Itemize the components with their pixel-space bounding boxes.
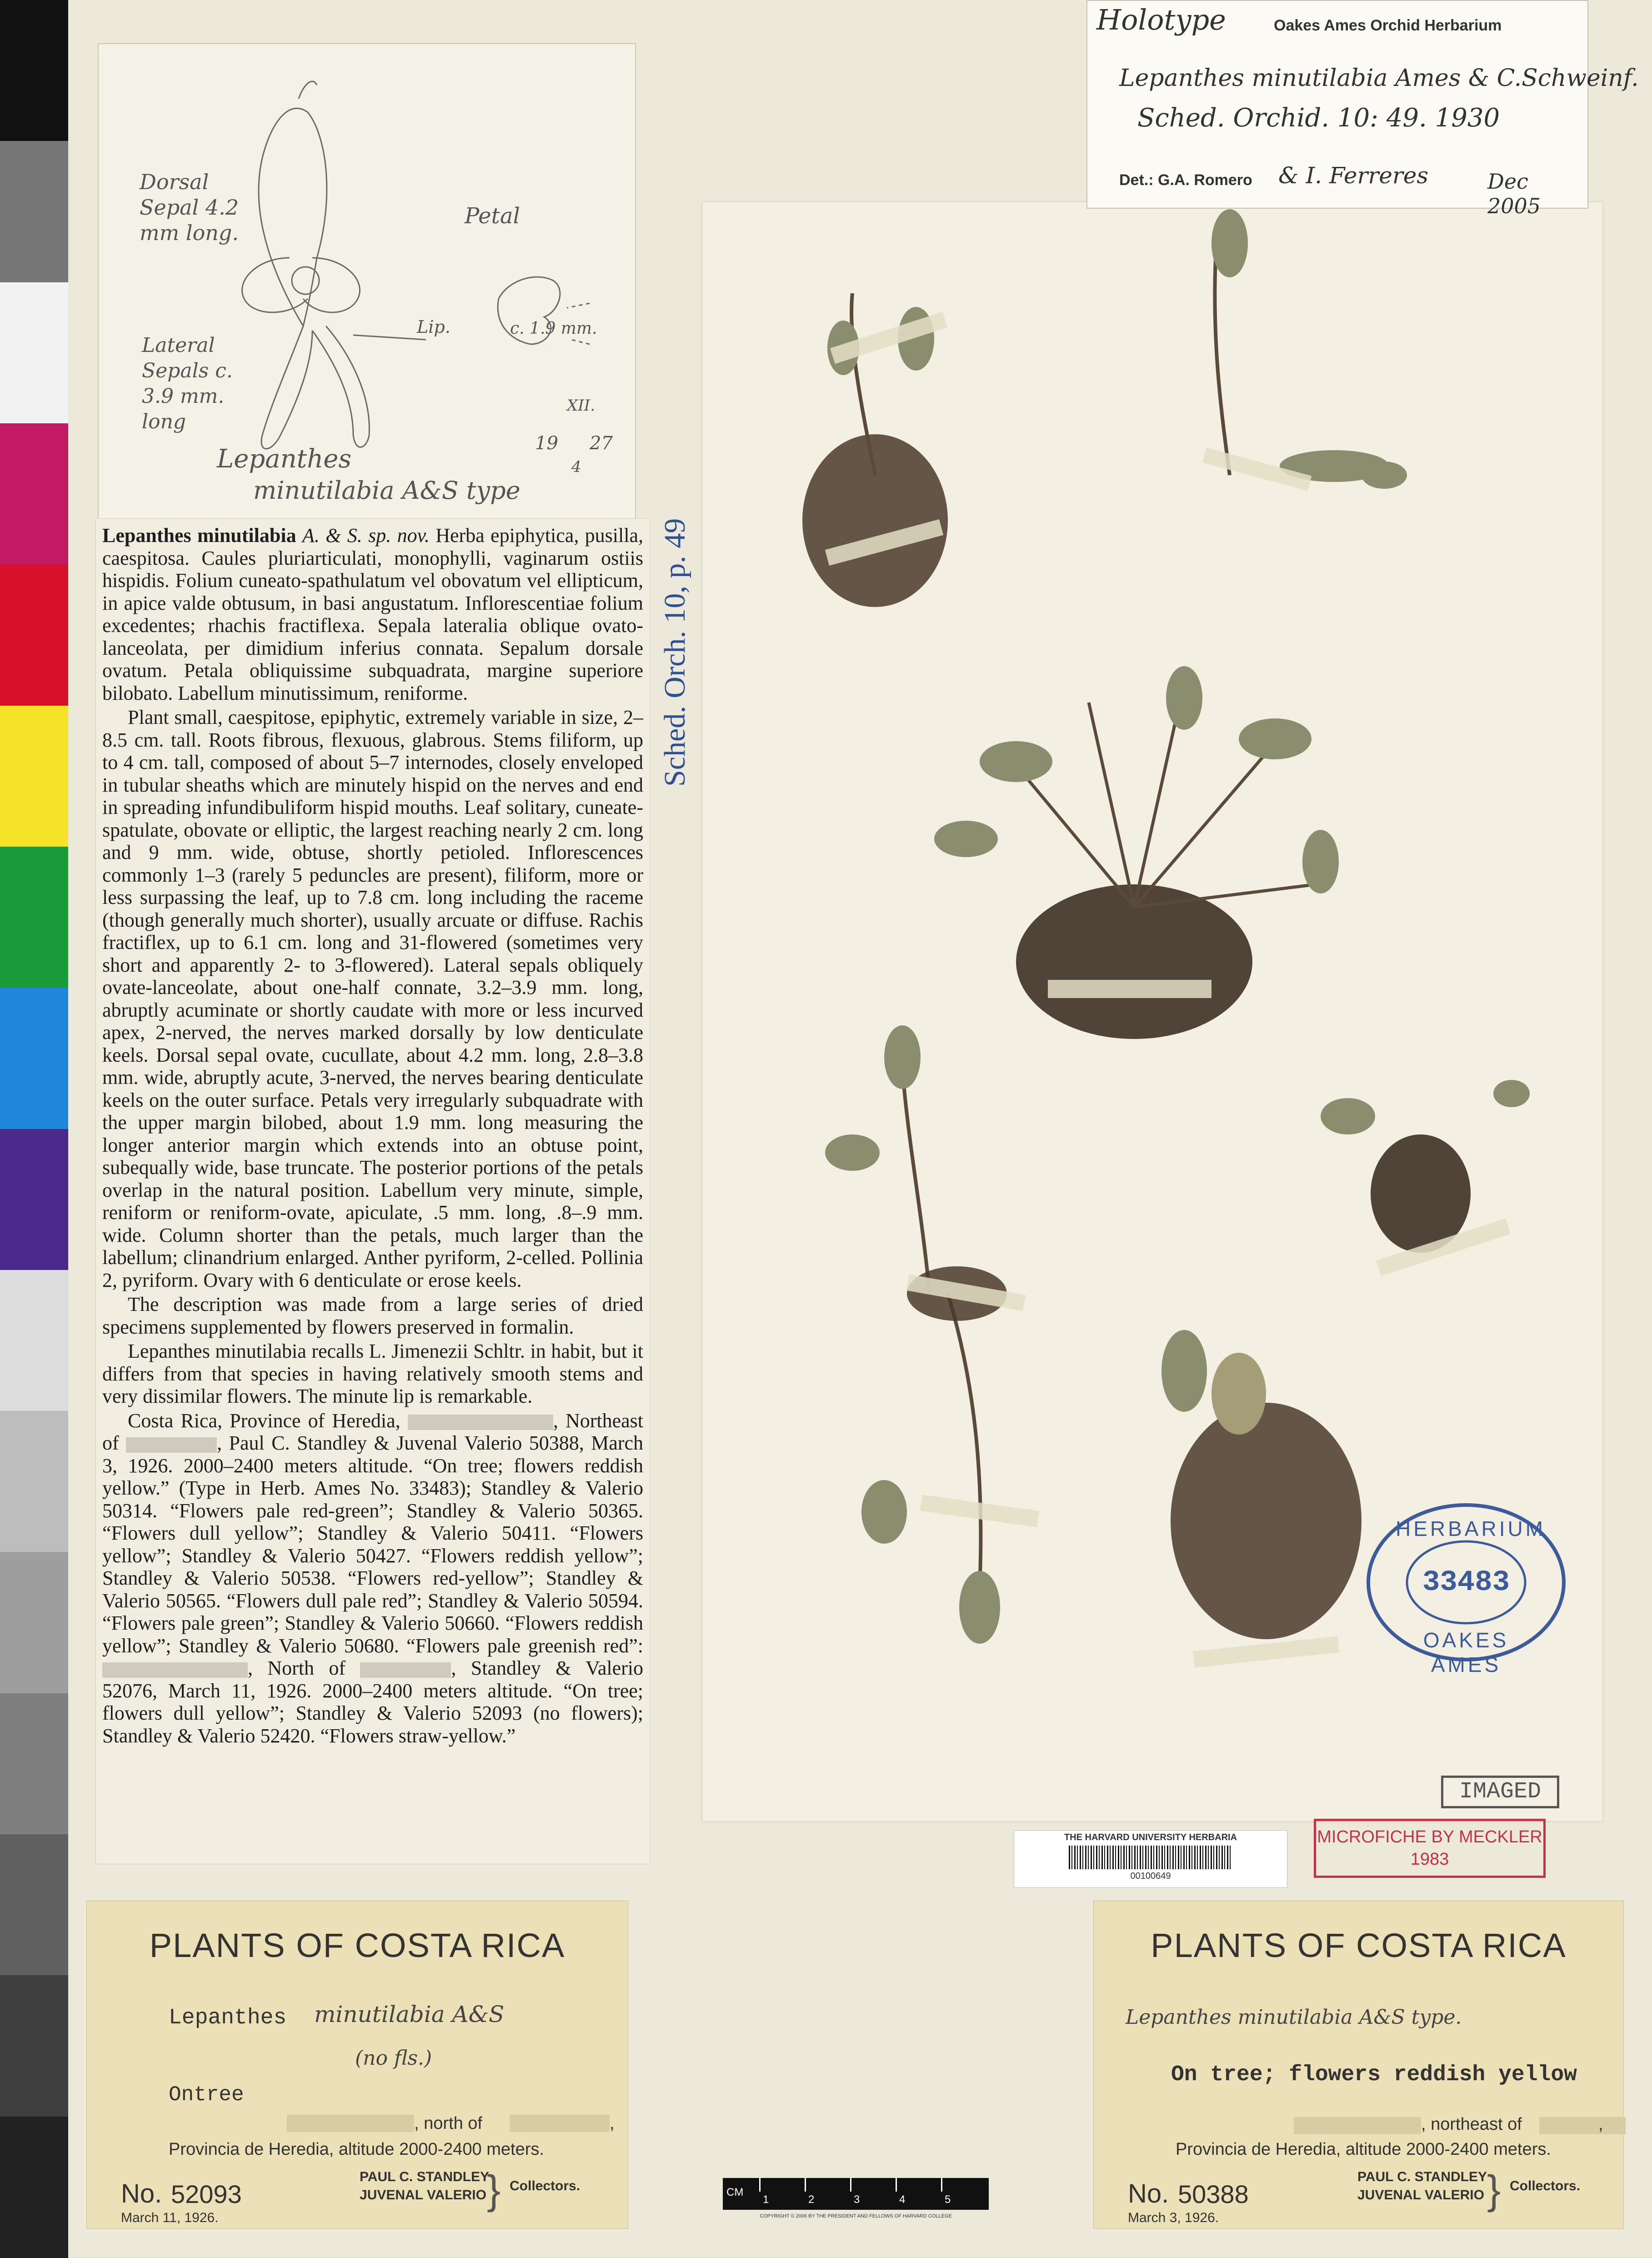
redacted-locality bbox=[360, 1662, 451, 1678]
color-chip bbox=[0, 564, 68, 706]
sketch-name-line1: Lepanthes bbox=[217, 444, 352, 474]
redacted-locality bbox=[126, 1437, 217, 1453]
label-loc-b: , bbox=[610, 2114, 615, 2133]
scale-tick-label: 1 bbox=[763, 2193, 769, 2206]
stamp-top-text: HERBARIUM bbox=[1396, 1517, 1546, 1540]
label-collector1: PAUL C. STANDLEY bbox=[1357, 2169, 1487, 2184]
redacted-locality bbox=[1294, 2117, 1421, 2134]
dorsal-sepal-note: Dorsal Sepal 4.2 mm long. bbox=[140, 170, 239, 245]
holotype-species-name: Lepanthes minutilabia Ames & C.Schweinf. bbox=[1119, 65, 1639, 92]
redacted-locality bbox=[408, 1415, 553, 1430]
label-number: 50388 bbox=[1178, 2180, 1249, 2208]
latin-text: Herba epiphytica, pusilla, caespitosa. Caules pluriarticulati, monophylli, vaginarum ostiis hispidis. Folium cuneato-spathulatum vel obovatum vel ellipticum, in apice valde obtusum, in basi angustatum. Inflorescentiae folium excedentes; rhachis fractiflexa. Sepala lateralia oblique ovato-lanceolata, per dimidium inferius connata. Sepalum dorsale ovatum. Petala obliquissime subquadrata, margine superiore bilobato. Labellum minutissimum, reniforme. bbox=[102, 524, 644, 704]
sketch-date-year-left: 19 bbox=[535, 433, 558, 454]
label-note-hand: (no fls.) bbox=[355, 2047, 432, 2070]
label-collectors: Collectors. bbox=[510, 2178, 581, 2193]
scale-tick bbox=[941, 2178, 942, 2192]
species-name: Lepanthes minutilabia bbox=[102, 524, 296, 547]
citation-text: Sched. Orch. 10, p. 49 bbox=[658, 518, 691, 787]
species-authors: A. & S. sp. nov. bbox=[302, 524, 430, 547]
description-clipping bbox=[95, 518, 650, 1864]
stamp-bottom-text: OAKES AMES bbox=[1423, 1628, 1509, 1676]
imaged-stamp: IMAGED bbox=[1441, 1776, 1559, 1808]
color-chip bbox=[0, 1411, 68, 1552]
label-title: PLANTS OF COSTA RICA bbox=[1151, 1927, 1567, 1964]
microfiche-stamp bbox=[1314, 1819, 1546, 1878]
scale-unit: CM bbox=[726, 2186, 744, 2198]
sketch-date-year-right: 27 bbox=[590, 433, 613, 454]
redacted-locality bbox=[1539, 2117, 1626, 2134]
scale-bar bbox=[723, 2178, 989, 2233]
specimens-text-c: , Paul C. Standley & Juvenal Valerio 50388, March 3, 1926. 2000–2400 meters altitude. “On tree; flowers reddish yellow.” (Type in Herb. Ames No. 33483); Standley & Valerio 50314. “Flowers pale red-green”; Standley & Valerio 50365. “Flowers dull yellow”; Standley & Valerio 50411. “Flowers yellow”; Standley & Valerio 50427. “Flowers reddish yellow”; Standley & Valerio 50538. “Flowers red-yellow”; Standley & Valerio 50565. “Flowers dull pale red”; Standley & Valerio 50594. “Flowers pale green”; Standley & Valerio 50660. “Flowers reddish yellow”; Standley & Valerio 50680. “Flowers pale greenish red”: bbox=[102, 1432, 643, 1657]
scale-tick-label: 2 bbox=[808, 2193, 815, 2206]
color-chip bbox=[0, 1270, 68, 1411]
specimens-text-d: , North of bbox=[248, 1657, 346, 1679]
microfiche-line1: MICROFICHE BY MECKLER bbox=[1317, 1827, 1542, 1847]
label-no-prefix: No. bbox=[1128, 2179, 1169, 2208]
stamp-number: 33483 bbox=[1422, 1566, 1510, 1599]
color-chip bbox=[0, 282, 68, 424]
scale-tick bbox=[896, 2178, 897, 2192]
label-species-hand: minutilabia A&S bbox=[314, 2001, 505, 2027]
label-date: March 11, 1926. bbox=[121, 2210, 219, 2225]
det-hand: & I. Ferreres bbox=[1278, 162, 1429, 189]
barcode-title: THE HARVARD UNIVERSITY HERBARIA bbox=[1064, 1832, 1237, 1842]
collection-label-left bbox=[86, 1901, 628, 2229]
holotype-title: Holotype bbox=[1096, 3, 1226, 36]
lateral-sepals-note: Lateral Sepals c. 3.9 mm. long bbox=[142, 334, 233, 433]
specimens-text-b: , Northeast of bbox=[102, 1409, 644, 1454]
brace: } bbox=[1487, 2168, 1501, 2213]
scale-tick bbox=[759, 2178, 761, 2192]
petal-note: Petal bbox=[465, 203, 520, 229]
label-habitat: Ontree bbox=[169, 2083, 244, 2107]
scale-tick-label: 5 bbox=[945, 2193, 951, 2206]
holotype-label bbox=[1086, 0, 1639, 218]
label-name-hand: Lepanthes minutilabia A&S type. bbox=[1126, 2006, 1462, 2029]
barcode-bars bbox=[1069, 1846, 1232, 1869]
label-collectors: Collectors. bbox=[1510, 2178, 1581, 2193]
label-genus: Lepanthes bbox=[169, 2006, 287, 2030]
redacted-locality bbox=[287, 2115, 414, 2132]
flower-sketch bbox=[99, 44, 635, 526]
redacted-locality bbox=[102, 1662, 248, 1678]
color-chip bbox=[0, 1834, 68, 1976]
color-chip bbox=[0, 988, 68, 1129]
plant-bottom-left bbox=[825, 1025, 1007, 1644]
herbarium-name: Oakes Ames Orchid Herbarium bbox=[1274, 17, 1502, 34]
herbarium-stamp bbox=[1359, 1496, 1573, 1676]
barcode-number: 00100649 bbox=[1130, 1871, 1171, 1881]
color-chip bbox=[0, 1975, 68, 2117]
sketch-card bbox=[98, 43, 636, 527]
color-chip bbox=[0, 0, 68, 141]
color-chip bbox=[0, 1552, 68, 1693]
det-prefix: Det.: G.A. Romero bbox=[1119, 171, 1252, 189]
scale-tick-label: 4 bbox=[899, 2193, 906, 2206]
collection-label-right bbox=[1093, 1901, 1624, 2229]
specimens-text-a: Costa Rica, Province of Heredia, bbox=[128, 1409, 400, 1432]
barcode-label bbox=[1014, 1830, 1287, 1888]
plant-clump-bottom bbox=[1161, 1330, 1362, 1639]
sketch-name-line2: minutilabia A&S type bbox=[253, 476, 521, 505]
specimens-cited bbox=[102, 1410, 643, 1747]
label-date: March 3, 1926. bbox=[1128, 2210, 1219, 2225]
sketch-date-num: 4 bbox=[571, 458, 581, 476]
scale-tick bbox=[850, 2178, 851, 2192]
description-note: The description was made from a large series of dried specimens supplemented by flowers preserved in formalin. bbox=[102, 1293, 643, 1338]
color-calibration-strip bbox=[0, 0, 68, 2258]
petal-size-note: c. 1.9 mm. bbox=[510, 319, 597, 338]
latin-diagnosis bbox=[102, 524, 643, 704]
lip-note: Lip. bbox=[417, 317, 451, 337]
label-number: 52093 bbox=[171, 2180, 242, 2208]
scale-copyright: COPYRIGHT © 2006 BY THE PRESIDENT AND FELLOWS OF HARVARD COLLEGE bbox=[760, 2213, 952, 2219]
color-chip bbox=[0, 2117, 68, 2258]
microfiche-line2: 1983 bbox=[1410, 1850, 1449, 1869]
plant-top-right bbox=[1211, 209, 1407, 489]
redacted-locality bbox=[510, 2115, 610, 2132]
color-chip bbox=[0, 706, 68, 847]
english-description: Plant small, caespitose, epiphytic, extremely variable in size, 2–8.5 cm. tall. Roots fibrous, flexuous, glabrous. Stems filiform, up to 4 cm. tall, composed of about 5–7 internodes, closely enveloped in tubular sheaths which are minutely hispid on the nerves and end in spreading infundibuliform hispid mouths. Leaf solitary, cuneate-spatulate, obovate or elliptic, the largest reaching nearly 2 cm. long and 9 mm. wide, obtuse, shortly petioled. Inflorescences commonly 1–3 (rarely 5 peduncles are present), filiform, more or less surpassing the leaf, up to 7.8 cm. long including the raceme (though generally much shorter), usually arcuate or diffuse. Rachis fractiflex, up to 6.1 cm. long and 31-flowered (sometimes very short and apparently 2- to 3-flowered). Lateral sepals obliquely ovate-lanceolate, about one-half connate, 3.2–3.9 mm. long, abruptly acuminate or shortly caudate with more or less incurved apex, 2-nerved, the nerves marked dorsally by low denticulate keels. Dorsal sepal ovate, cucullate, about 4.2 mm. long, 2.8–3.8 mm. wide, abruptly acute, 3-nerved, the nerves bearing denticulate keels on the outer surface. Petals very irregularly subquadrate with the upper margin bilobed, about 1.9 mm. long measuring the longer anterior margin which extends into an obtuse point, subequally wide, base truncate. The posterior portions of the petals overlap in the natural position. Labellum very minute, simple, reniform or reniform-ovate, apiculate, .5 mm. long, .8–.9 mm. wide. Column shorter than the petals, much larger than the labellum; clinandrium enlarged. Anther pyriform, 2-celled. Pollinia 2, pyriform. Ovary with 6 denticulate or erose keels. bbox=[102, 706, 643, 1291]
label-collector1: PAUL C. STANDLEY bbox=[360, 2169, 490, 2184]
scale-tick-label: 3 bbox=[854, 2193, 860, 2206]
det-date: Dec 2005 bbox=[1487, 169, 1541, 218]
comparison-note: Lepanthes minutilabia recalls L. Jimenezii Schltr. in habit, but it differs from that species in having relatively smooth stems and very dissimilar flowers. The minute lip is remarkable. bbox=[102, 1340, 643, 1407]
brace: } bbox=[487, 2168, 501, 2213]
label-title: PLANTS OF COSTA RICA bbox=[149, 1927, 566, 1964]
color-chip bbox=[0, 1693, 68, 1835]
citation-stamp bbox=[650, 459, 700, 787]
color-chip bbox=[0, 423, 68, 565]
color-chip bbox=[0, 141, 68, 282]
label-no-prefix: No. bbox=[121, 2179, 162, 2208]
label-habitat: On tree; flowers reddish yellow bbox=[1171, 2062, 1577, 2087]
label-province: Provincia de Heredia, altitude 2000-2400 meters. bbox=[169, 2140, 544, 2159]
label-collector2: JUVENAL VALERIO bbox=[360, 2188, 486, 2203]
label-loc-a: , north of bbox=[414, 2114, 482, 2133]
label-loc-b: , bbox=[1598, 2115, 1603, 2134]
holotype-publication: Sched. Orchid. 10: 49. 1930 bbox=[1137, 103, 1500, 133]
label-loc-a: , northeast of bbox=[1421, 2115, 1522, 2134]
color-chip bbox=[0, 847, 68, 988]
label-collector2: JUVENAL VALERIO bbox=[1357, 2188, 1484, 2203]
scale-tick bbox=[805, 2178, 806, 2192]
label-province: Provincia de Heredia, altitude 2000-2400 meters. bbox=[1176, 2140, 1551, 2159]
specimens-text-e: , Standley & Valerio 52076, March 11, 1926. 2000–2400 meters altitude. “On tree; flowers dull yellow”; Standley & Valerio 52093 (no flowers); Standley & Valerio 52420. “Flowers straw-yellow.” bbox=[102, 1657, 643, 1747]
color-chip bbox=[0, 1129, 68, 1270]
sketch-date-top: XII. bbox=[567, 396, 595, 415]
